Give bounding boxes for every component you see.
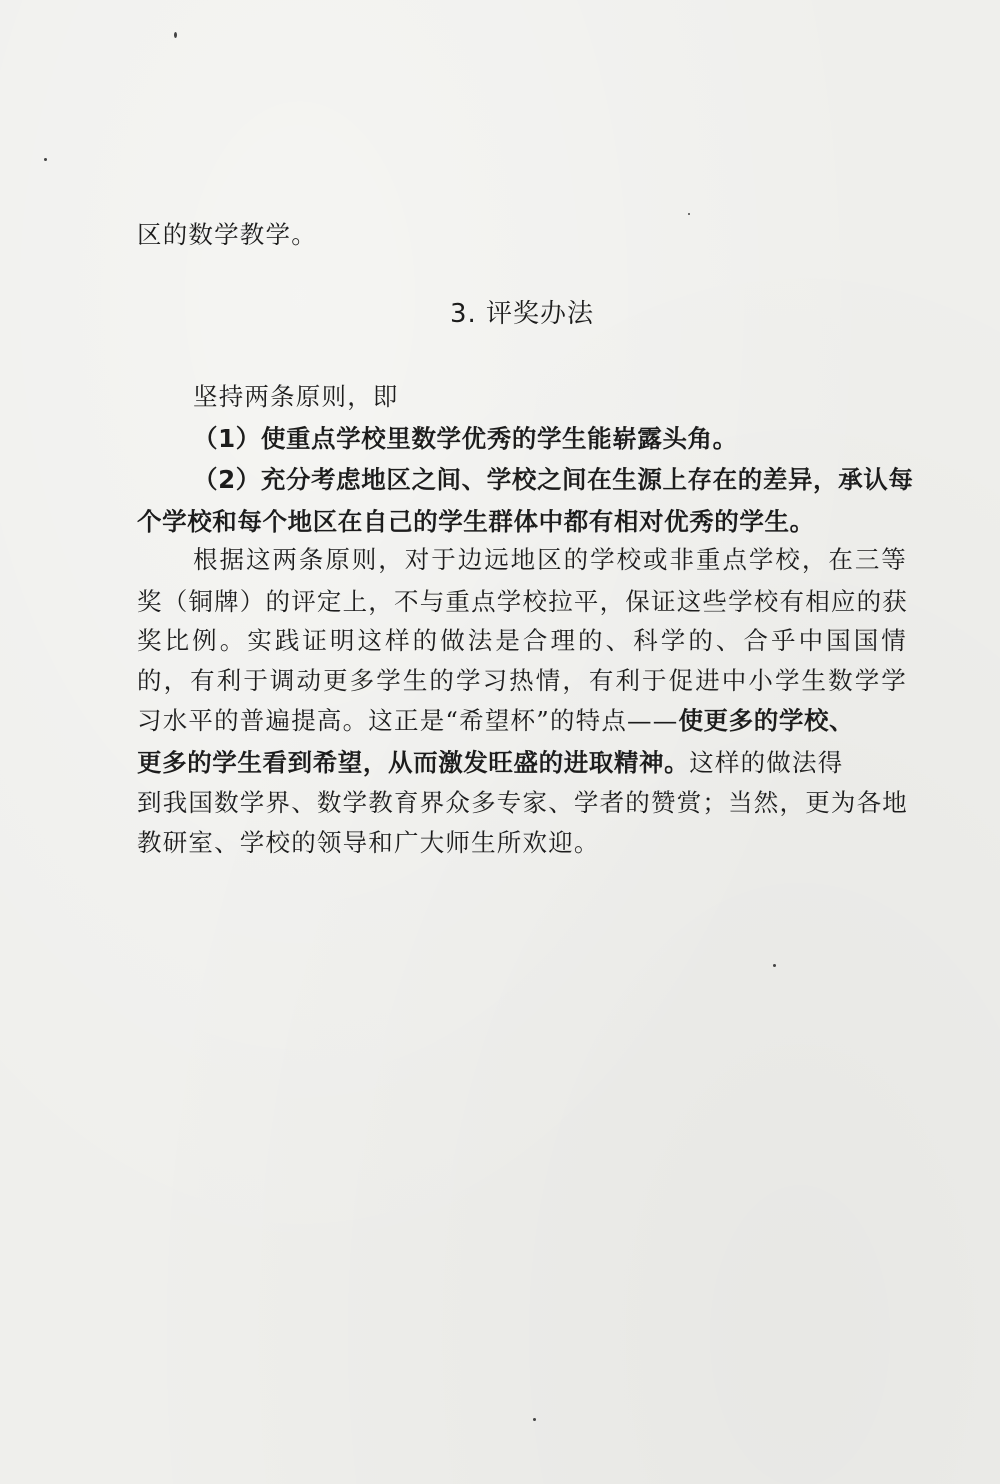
body-paragraph-line-1: 根据这两条原则，对于边远地区的学校或非重点学校，在三等 bbox=[193, 545, 907, 574]
body-paragraph-line-6 bbox=[137, 748, 843, 778]
body-paragraph-line-4: 的，有利于调动更多学生的学习热情，有利于促进中小学生数学学 bbox=[137, 666, 907, 695]
section-heading: 3. 评奖办法 bbox=[449, 299, 595, 329]
scan-speck bbox=[174, 32, 177, 38]
body-paragraph-line-5-regular: 习水平的普遍提高。这正是“希望杯”的特点—— bbox=[137, 706, 679, 735]
body-paragraph-line-2: 奖（铜牌）的评定上，不与重点学校拉平，保证这些学校有相应的获 bbox=[137, 587, 908, 616]
body-paragraph-line-5-bold: 使更多的学校、 bbox=[678, 706, 855, 735]
principle-2-line-2: 个学校和每个地区在自己的学生群体中都有相对优秀的学生。 bbox=[137, 507, 815, 536]
principles-intro-line: 坚持两条原则，即 bbox=[193, 382, 399, 411]
scan-speck bbox=[44, 158, 47, 161]
scan-speck bbox=[688, 213, 690, 215]
body-paragraph-line-7: 到我国数学界、数学教育界众多专家、学者的赞赏；当然，更为各地 bbox=[137, 788, 908, 817]
body-paragraph-line-5 bbox=[137, 706, 854, 736]
scan-speck bbox=[533, 1418, 536, 1421]
principle-1-line: （1）使重点学校里数学优秀的学生能崭露头角。 bbox=[193, 424, 738, 453]
principle-2-line-1: （2）充分考虑地区之间、学校之间在生源上存在的差异，承认每 bbox=[193, 465, 914, 494]
scan-speck bbox=[773, 964, 776, 967]
paragraph-continuation-line: 区的数学教学。 bbox=[137, 220, 317, 249]
body-paragraph-line-3: 奖比例。实践证明这样的做法是合理的、科学的、合乎中国国情 bbox=[137, 626, 907, 655]
body-paragraph-line-8: 教研室、学校的领导和广大师生所欢迎。 bbox=[137, 828, 600, 857]
body-paragraph-line-6-regular: 这样的做法得 bbox=[689, 748, 844, 777]
body-paragraph-line-6-bold: 更多的学生看到希望，从而激发旺盛的进取精神。 bbox=[137, 748, 690, 777]
